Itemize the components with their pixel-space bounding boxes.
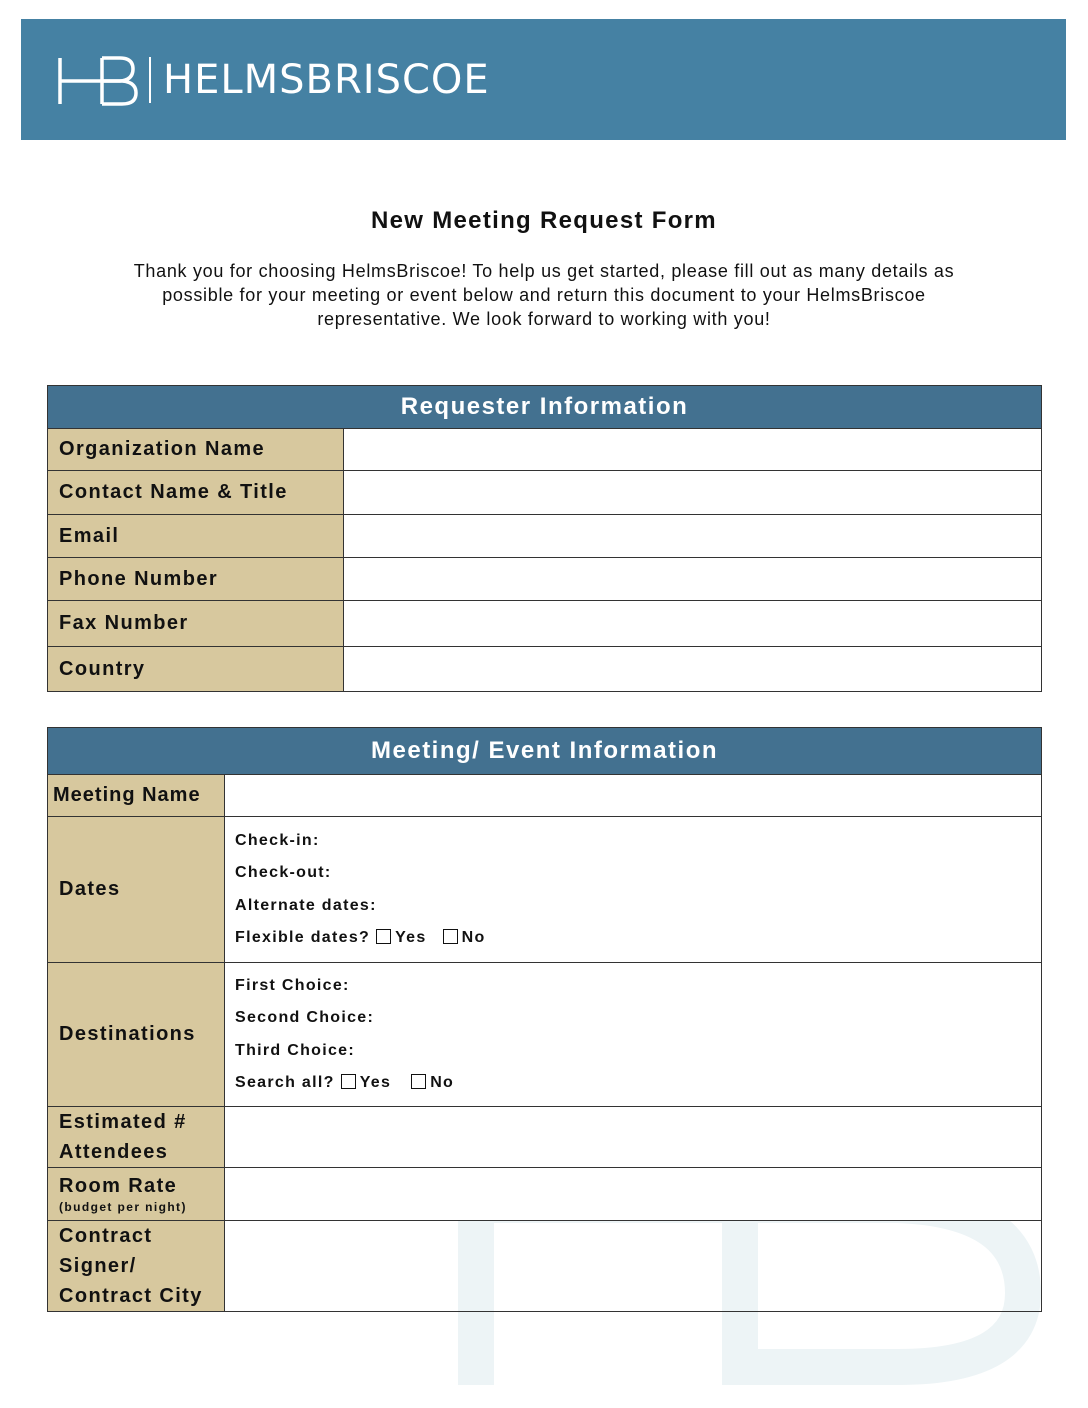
header-banner [21, 19, 1066, 140]
flexible-yes-label: Yes [395, 929, 427, 946]
meeting-name-field[interactable] [225, 775, 1042, 817]
organization-name-field[interactable] [344, 429, 1042, 471]
contract-field[interactable] [225, 1221, 1042, 1312]
intro-text: Thank you for choosing HelmsBriscoe! To help us get started, please fill out as many details as possible for your meeting or event below and return this document to your HelmsBriscoe representative. We look forward to working with you! [133, 261, 955, 329]
phone-number-field[interactable] [344, 558, 1042, 601]
room-rate-label-cell [48, 1168, 225, 1221]
fax-number-label: Fax Number [48, 601, 344, 647]
organization-name-label: Organization Name [48, 429, 344, 471]
room-rate-field[interactable] [225, 1168, 1042, 1221]
destinations-label: Destinations [48, 963, 225, 1107]
alternate-dates-label[interactable]: Alternate dates: [235, 896, 377, 914]
fax-number-field[interactable] [344, 601, 1042, 647]
destinations-cell [225, 963, 1042, 1107]
dates-cell [225, 817, 1042, 963]
flexible-no-label: No [461, 929, 486, 946]
contract-label-line3: Contract City [59, 1285, 203, 1307]
flexible-dates-row [225, 922, 1041, 955]
country-field[interactable] [344, 647, 1042, 692]
email-label: Email [48, 515, 344, 558]
attendees-field[interactable] [225, 1107, 1042, 1168]
requester-heading: Requester Information [48, 386, 1042, 429]
attendees-label [48, 1107, 225, 1168]
meeting-heading: Meeting/ Event Information [48, 728, 1042, 775]
contract-label-line2: Signer/ [59, 1255, 137, 1277]
meeting-table [47, 727, 1042, 1312]
search-yes-checkbox[interactable] [341, 1074, 356, 1089]
room-rate-note: (budget per night) [59, 1199, 187, 1214]
contract-label-cell [48, 1221, 225, 1312]
logo-divider [149, 57, 151, 103]
search-no-label: No [430, 1074, 455, 1091]
phone-number-label: Phone Number [48, 558, 344, 601]
room-rate-label: Room Rate [59, 1174, 178, 1197]
brand-name: HELMSBRISCOE [163, 57, 490, 103]
search-all-row [225, 1067, 1041, 1100]
flexible-no-checkbox[interactable] [443, 929, 458, 944]
email-field[interactable] [344, 515, 1042, 558]
check-in-label[interactable]: Check-in: [235, 831, 320, 849]
flexible-dates-label: Flexible dates? [235, 929, 371, 946]
dates-label: Dates [48, 817, 225, 963]
flexible-yes-checkbox[interactable] [376, 929, 391, 944]
country-label: Country [48, 647, 344, 692]
attendees-label-line2: Attendees [59, 1141, 169, 1163]
hb-logo-icon [58, 56, 138, 106]
meeting-name-label: Meeting Name [48, 775, 225, 817]
attendees-label-line1: Estimated # [59, 1111, 187, 1133]
third-choice-label[interactable]: Third Choice: [235, 1041, 356, 1059]
search-no-checkbox[interactable] [411, 1074, 426, 1089]
form-title: New Meeting Request Form [371, 207, 717, 234]
second-choice-label[interactable]: Second Choice: [235, 1009, 375, 1026]
search-yes-label: Yes [359, 1074, 392, 1091]
contact-name-field[interactable] [344, 471, 1042, 515]
requester-table [47, 385, 1042, 692]
contact-name-label: Contact Name & Title [48, 471, 344, 515]
check-out-label[interactable]: Check-out: [235, 864, 332, 881]
contract-label-line1: Contract [59, 1225, 153, 1247]
first-choice-label[interactable]: First Choice: [235, 976, 350, 994]
search-all-label: Search all? [235, 1074, 335, 1091]
